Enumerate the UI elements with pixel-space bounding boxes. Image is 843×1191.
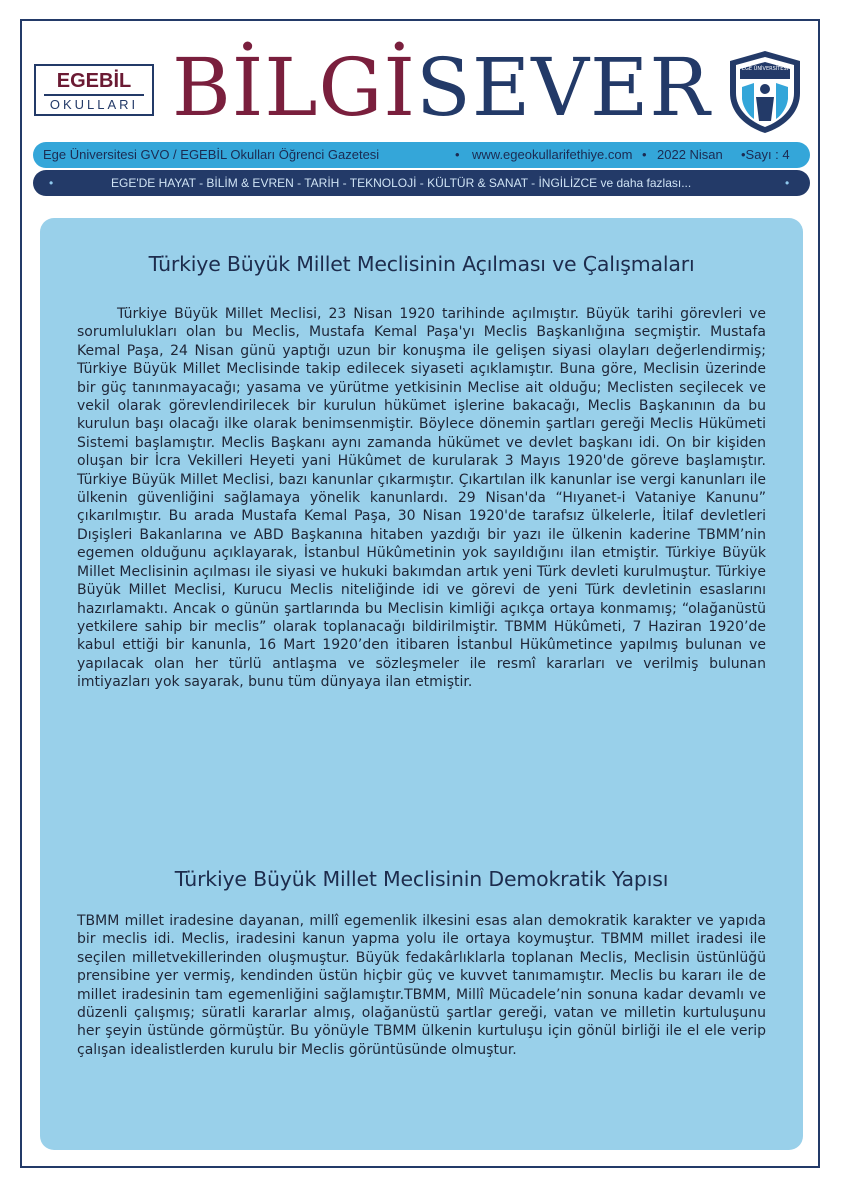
- section2-body: TBMM millet iradesine dayanan, millî egemenlik ilkesini esas alan demokratik karakter ve yapıda bir meclis idi. Meclis, iradesini kanun yapma yolu ile ortaya koymuştur. TBMM millet iradesi ile seçilen milletvekillerinden oluşmuştur. Büyük fedakârlıklarla toplanan Meclis, Meclisin üstünlüğü prensibine yer vermiş, kendinden üstün hiçbir güç ve kuvvet tanımamıştır. Meclis bu kararı ile de millet iradesinin tam egemenliğini sağlamıştır.TBMM, Millî Mücadele’nin sonuna kadar devamlı ve düzenli çalışmış; süratli kararlar almış, olağanüstü şartlar gereği, vatan ve milletin kurtuluşunu her şeyin üstünde görmüştür. Bu yönüyle TBMM ülkenin kurtuluşu için gönül birliği ile el ele verip çalışan idealistlerden kurulu bir Meclis görüntüsünde olmuştur.: [77, 913, 766, 1058]
- website-link[interactable]: www.egeokullarifethiye.com: [472, 147, 633, 162]
- info-separator-2: •: [642, 147, 647, 162]
- egebil-logo-brand: EGEBİL: [56, 70, 132, 92]
- info-separator: •: [455, 147, 460, 162]
- topics-bullet-left: •: [49, 176, 54, 190]
- egebil-logo-divider: [44, 94, 144, 96]
- topics-bar: [33, 170, 810, 196]
- topics-text: EGE'DE HAYAT - BİLİM & EVREN - TARİH - TEKNOLOJİ - KÜLTÜR & SANAT - İNGİLİZCE ve daha fazlası...: [111, 176, 692, 190]
- info-bar: [33, 142, 810, 168]
- ege-university-crest-icon: [726, 49, 804, 135]
- section1-title: Türkiye Büyük Millet Meclisinin Açılması ve Çalışmaları: [148, 252, 695, 276]
- section1-body: Türkiye Büyük Millet Meclisi, 23 Nisan 1920 tarihinde açılmıştır. Büyük tarihi görevleri ve sorumlulukları olan bu Meclis, Mustafa Kemal Paşa'yı Meclis Başkanlığına seçmiştir. Mustafa Kemal Paşa, 24 Nisan günü yaptığı uzun bir konuşma ile gelişen siyasi olayları değerlendirmiş; Türkiye Büyük Millet Meclisinde takip edilecek siyaseti açıklamıştır. Buna göre, Meclisin üzerinde bir güç tanınmayacağı; yasama ve yürütme yetkisinin Meclise ait olduğu; Meclisten seçilecek ve vekil olarak görevlendirilecek bir kurulun hükümet işlerine bakacağı, Meclis Başkanının da bu kurulun başı olacağı ilke olarak benimsenmiştir. Böylece dönemin şartları gereği Meclis Hükümeti Sistemi başlamıştır. Meclis Başkanı aynı zamanda hükümet ve devlet başkanı idi. On bir kişiden oluşan bir İcra Vekilleri Heyeti yani Hükûmet de kurularak 3 Mayıs 1920'de göreve başlamıştır. Türkiye Büyük Millet Meclisi, bazı kanunlar çıkarmıştır. Çıkartılan ilk kanunlar ise vergi kanunları ile ülkenin güvenliğini sağlamaya yönelik kanunlardı. 29 Nisan'da “Hıyanet-i Vataniye Kanunu” çıkarılmıştır. Bu arada Mustafa Kemal Paşa, 30 Nisan 1920'de tarafsız ülkelerle, İtilaf devletleri Dışişleri Bakanlarına ve ABD Başkanına hitaben yazdığı bir yazı ile ülkenin kaderine TBMM’nin egemen olduğunu açıklayarak, İstanbul Hükûmetinin yok sayıldığını ilan etmiştir. Türkiye Büyük Millet Meclisinin açılması ile siyasi ve hukuki bakımdan artık yeni Türk devleti kurulmuştur. Türkiye Büyük Millet Meclisi, Kurucu Meclis niteliğinde idi ve görevi de yeni Türk devletinin esaslarını hazırlamaktı. Ancak o günün şartlarında bu Meclisin kimliği açıkça ortaya konmamış; “olağanüstü yetkilere sahip bir meclis” olarak toplanacağı bildirilmiştir. TBMM Hükûmeti, 7 Haziran 1920’de kabul ettiği bir kanunla, 16 Mart 1920’den itibaren İstanbul Hükûmetince yapılmış bulunan ve yapılacak olan her türlü antlaşma ve sözleşmeler ile resmî kararları ve verilmiş bulunan imtiyazları yok sayarak, bunu tüm dünyaya ilan etmiştir.: [77, 306, 766, 691]
- topics-bullet-right: •: [785, 176, 790, 190]
- issue-date: 2022 Nisan: [657, 147, 723, 162]
- issue-number: •Sayı : 4: [741, 147, 790, 162]
- egebil-logo: [34, 64, 154, 116]
- masthead-part2: SEVER: [416, 41, 711, 134]
- masthead-part1: BİLGİ: [172, 41, 417, 134]
- publisher-text: Ege Üniversitesi GVO / EGEBİL Okulları Öğrenci Gazetesi: [43, 147, 380, 162]
- egebil-logo-subtitle: OKULLARI: [49, 97, 139, 112]
- article-panel: [40, 218, 803, 1150]
- crest-label: EGE ÜNİVERSİTESİ: [741, 66, 789, 72]
- masthead-title: [172, 40, 711, 135]
- section2-title: Türkiye Büyük Millet Meclisinin Demokratik Yapısı: [174, 867, 669, 891]
